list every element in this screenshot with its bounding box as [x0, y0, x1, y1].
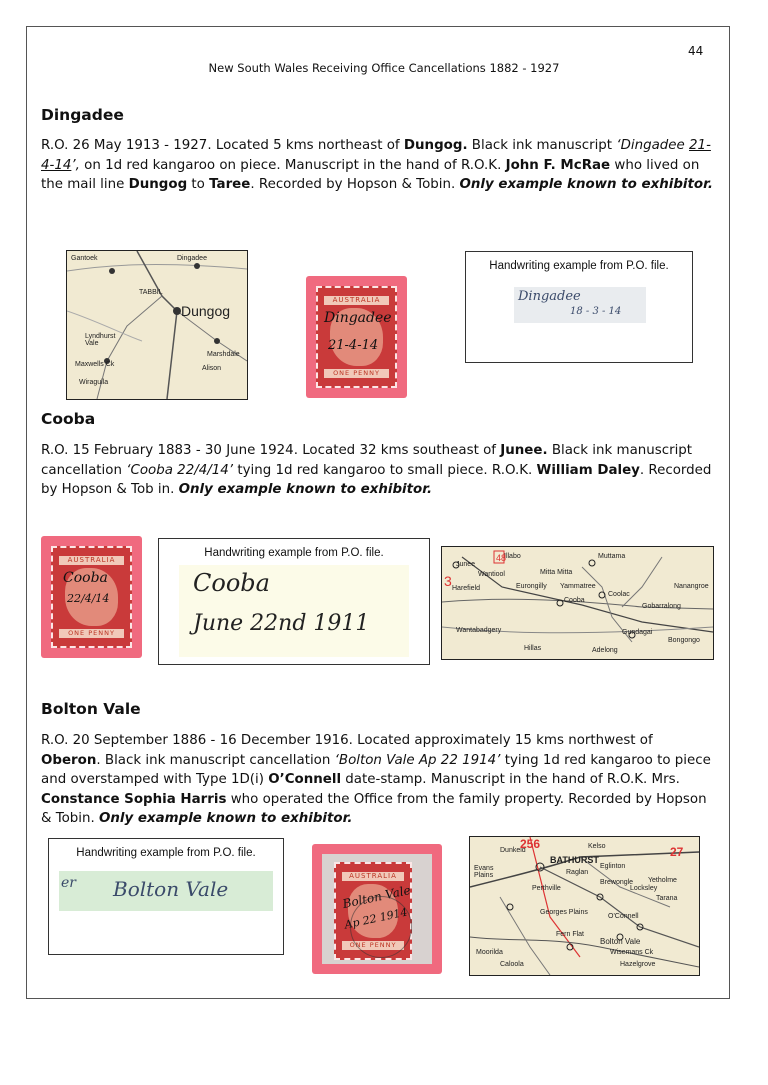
map-label-red: 256 — [520, 837, 541, 851]
map-label: Wiragulla — [79, 379, 109, 386]
stamp-manuscript: Cooba — [63, 570, 108, 586]
map-bolton-vale — [469, 836, 700, 976]
map-label: Muttama — [598, 553, 626, 560]
handwriting-caption: Handwriting example from P.O. file. — [489, 260, 669, 272]
map-label-red: 3 — [444, 573, 452, 589]
map-label: Gundagai — [622, 629, 653, 636]
map-label: Maxwells Ck — [75, 361, 115, 368]
stamp-manuscript: Bolton Vale — [341, 882, 412, 912]
page-header: New South Wales Receiving Office Cancellations 1882 - 1927 — [208, 61, 560, 75]
stamp-mount-dingadee — [306, 276, 407, 398]
map-label: Wantabadgery — [456, 627, 502, 634]
map-label: Harefield — [452, 585, 481, 592]
stamp-value: ONE PENNY — [324, 369, 389, 378]
entry-title-cooba: Cooba — [41, 410, 96, 428]
map-label: Illabo — [504, 553, 521, 560]
map-label: Moorilda — [476, 949, 503, 956]
map-label: Fern Flat — [556, 931, 585, 938]
map-label: Marshdale — [207, 351, 240, 358]
map-label: Yammatree — [560, 583, 596, 590]
handwriting-sample: Cooba — [193, 569, 270, 597]
map-label: Coolac — [608, 591, 630, 598]
handwriting-sample-date: June 22nd 1911 — [193, 611, 370, 636]
map-label: Wisemans Ck — [610, 949, 654, 956]
map-label: Junee — [456, 561, 476, 568]
map-label: Evans Plains — [474, 865, 494, 879]
stamp-mount-cooba — [41, 536, 142, 658]
entry-desc-bolton-vale: R.O. 20 September 1886 - 16 December 1916. Located approximately 15 kms northwest of Oberon. Black ink manuscript cancellation ‘Bolton Vale Ap 22 1914’ tying 1d red kangaroo to piece and overstamped with Type 1D(i) O’Connell date-stamp. Manuscript in the hand of R.O.K. Mrs. Constance Sophia Harris who operated the Office from the family property. Recorded by Hopson & Tobin. Only example known to exhibitor. — [41, 733, 711, 826]
map-label: O'Connell — [608, 913, 639, 920]
handwriting-box-bolton-vale — [48, 838, 284, 955]
entry-desc-cooba: R.O. 15 February 1883 - 30 June 1924. Located 32 kms southeast of Junee. Black ink manuscript cancellation ‘Cooba 22/4/14’ tying 1d red kangaroo to small piece. R.O.K. William Daley. Recorded by Hopson & Tob in. Only example known to exhibitor. — [41, 443, 712, 497]
map-label: Mitta Mitta — [540, 569, 573, 576]
map-label: Nanangroe — [674, 583, 709, 590]
map-cooba — [441, 546, 714, 660]
handwriting-box-cooba — [158, 538, 430, 665]
map-label: Eglinton — [600, 863, 626, 870]
datestamp-circle — [350, 896, 412, 958]
stamp-dingadee — [316, 286, 397, 388]
map-label: Raglan — [566, 869, 589, 876]
handwriting-sample-date: 18 - 3 - 14 — [570, 306, 622, 317]
map-label: Brewongle — [600, 879, 634, 886]
map-label-red: 27 — [670, 845, 684, 859]
map-label: Eurongilly — [516, 583, 547, 590]
map-label: Bolton Vale — [600, 937, 641, 946]
map-label: Locksley — [630, 885, 658, 892]
map-label: Tarana — [656, 895, 678, 902]
entry-title-dingadee: Dingadee — [41, 106, 124, 124]
stamp-mount-bolton-vale — [312, 844, 442, 974]
handwriting-box-dingadee — [465, 251, 693, 363]
handwriting-prefix: er — [61, 875, 76, 891]
map-label: Wantiool — [478, 571, 505, 578]
map-label: Alison — [202, 365, 222, 372]
map-label: BATHURST — [550, 855, 599, 865]
map-label: Bongongo — [668, 637, 700, 644]
stamp-manuscript-date: 21-4-14 — [328, 338, 379, 353]
stamp-manuscript: Dingadee — [324, 310, 392, 326]
map-dingadee — [66, 250, 248, 400]
map-label: Dungog — [181, 303, 231, 319]
stamp-country: AUSTRALIA — [59, 556, 124, 565]
map-label: Kelso — [588, 843, 606, 850]
map-label: Adelong — [592, 647, 618, 654]
map-dingadee-lines — [67, 251, 247, 399]
map-label: Georges Plains — [540, 909, 588, 916]
stamp-country: AUSTRALIA — [324, 296, 389, 305]
entry-title-bolton-vale: Bolton Vale — [41, 700, 141, 718]
map-label: Perthville — [532, 885, 561, 892]
map-label: Gantoek — [71, 255, 98, 262]
map-label-red: 48 — [496, 553, 507, 563]
map-label: TABBIL — [139, 289, 163, 296]
handwriting-sample: Bolton Vale — [113, 877, 229, 901]
map-label: Lyndhurst Vale — [85, 333, 116, 347]
handwriting-sample: Dingadee — [518, 289, 581, 304]
stamp-manuscript-date: 22/4/14 — [67, 592, 110, 605]
map-label: Dingadee — [177, 255, 207, 262]
map-label: Gobarralong — [642, 603, 681, 610]
map-label: Cooba — [564, 597, 585, 604]
page-number: 44 — [688, 44, 704, 58]
stamp-manuscript-date: Ap 22 1914 — [343, 905, 409, 932]
map-label: Dunkeld — [500, 847, 526, 854]
entry-desc-dingadee: R.O. 26 May 1913 - 1927. Located 5 kms northeast of Dungog. Black ink manuscript ‘Dingadee 21-4-14’, on 1d red kangaroo on piece. Manuscript in the hand of R.O.K. John F. McRae who lived on the mail line Dungog to Taree. Recorded by Hopson & Tobin. Only example known to exhibitor. — [41, 138, 713, 192]
stamp-cooba — [51, 546, 132, 648]
handwriting-caption: Handwriting example from P.O. file. — [204, 547, 384, 559]
stamp-value: ONE PENNY — [59, 629, 124, 638]
map-label: Yetholme — [648, 877, 677, 884]
stamp-country: AUSTRALIA — [342, 872, 404, 881]
map-label: Caloola — [500, 961, 524, 968]
stamp-value: ONE PENNY — [342, 941, 404, 950]
map-label: Hazelgrove — [620, 961, 656, 968]
map-label: Hillas — [524, 645, 542, 652]
handwriting-caption: Handwriting example from P.O. file. — [76, 847, 256, 859]
